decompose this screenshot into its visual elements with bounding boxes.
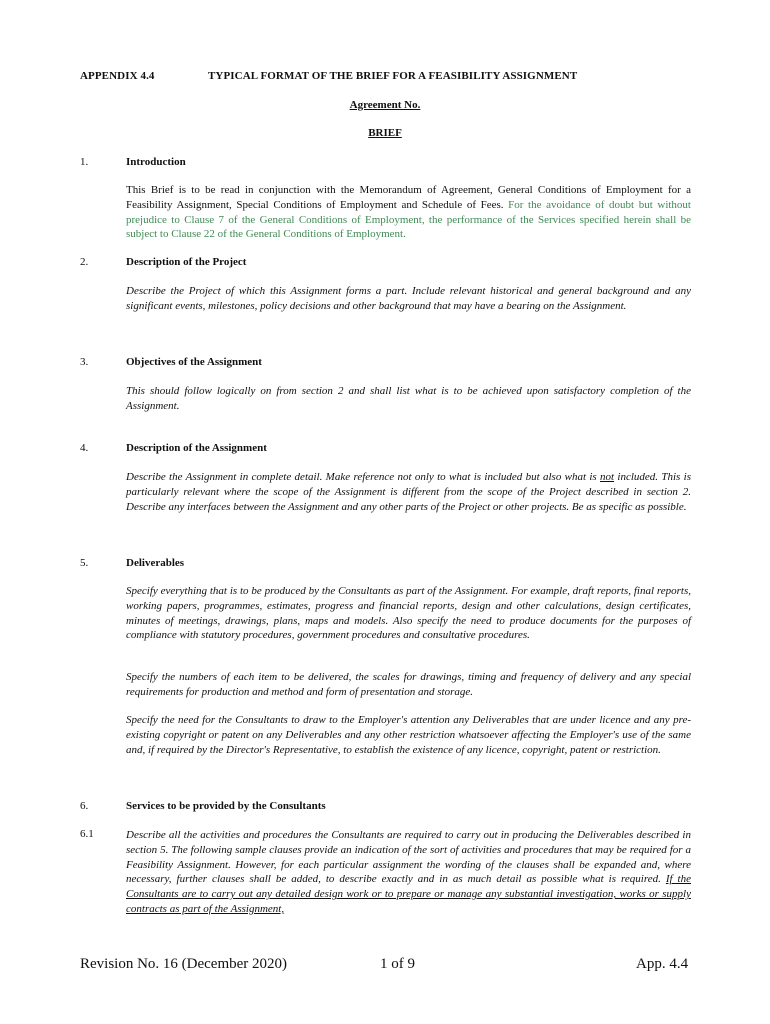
section-3-paragraph: This should follow logically on from section 2 and shall list what is to be achieved upon satisfactory completion of the Assignment. xyxy=(126,385,691,412)
section-3-number: 3. xyxy=(80,356,89,368)
section-5-paragraph-2: Specify the numbers of each item to be delivered, the scales for drawings, timing and frequency of delivery and any special requirements for production and method and form of presentation and storage. xyxy=(126,671,691,698)
revision-footer: Revision No. 16 (December 2020) xyxy=(80,956,288,972)
section-4-not-emphasis: not xyxy=(600,471,615,483)
section-3-heading: Objectives of the Assignment xyxy=(126,356,262,368)
appendix-label: APPENDIX 4.4 xyxy=(80,70,155,82)
section-4-text-a: Describe the Assignment in complete detail. Make reference not only to what is included but also what is xyxy=(126,471,597,483)
section-1-heading: Introduction xyxy=(126,156,186,168)
page-number: 1 of 9 xyxy=(380,956,415,972)
agreement-number-label: Agreement No. xyxy=(349,99,421,111)
section-6-1-text: Describe all the activities and procedures the Consultants are required to carry out in producing the Deliverables described in section 5. The following sample clauses provide an indication of the sort of activities and procedures that may be required for a Feasibility Assignment. However, for each particular assignment the wording of the clauses shall be expanded and, where necessary, further clauses shall be added, to describe exactly and in as much detail as possible what is required. xyxy=(126,829,691,886)
section-1-number: 1. xyxy=(80,156,89,168)
section-6-1-paragraph xyxy=(126,828,691,917)
section-5-heading: Deliverables xyxy=(126,557,185,569)
section-6-heading: Services to be provided by the Consultants xyxy=(126,800,326,812)
section-6-number: 6. xyxy=(80,800,89,812)
section-6-1-underlined-text: If the Consultants are to carry out any detailed design work or to prepare or manage any substantial investigation, works or supply contracts as part of the Assignment, xyxy=(126,873,691,915)
section-5-paragraph-1: Specify everything that is to be produced by the Consultants as part of the Assignment. For example, draft reports, final reports, working papers, programmes, estimates, progress and financial reports, design and other calculations, design certificates, minutes of meetings, drawings, plans, maps and models. Also specify the need to produce documents for the purposes of compliance with statutory procedures, government procedures and consultative procedures. xyxy=(126,585,691,642)
section-4-text-b: included. This is particularly relevant where the scope of the Assignment is different from the scope of the Project described in section 2. Describe any interfaces between the Assignment and any other parts of the Project or other projects. Be as specific as possible. xyxy=(126,471,691,513)
section-5-paragraph-3: Specify the need for the Consultants to draw to the Employer's attention any Deliverables that are under licence and any pre-existing copyright or patent on any Deliverables and any other restriction whatsoever affecting the Employer's use of the same and, if required by the Director's Representative, to establish the existence of any licence, copyright, patent or restriction. xyxy=(126,714,691,756)
brief-title: BRIEF xyxy=(368,127,402,139)
section-4-number: 4. xyxy=(80,442,89,454)
section-1-text: This Brief is to be read in conjunction with the Memorandum of Agreement, General Conditions of Employment for a Feasibility Assignment, Special Conditions of Employment and Schedule of Fees. xyxy=(126,184,691,211)
section-4-heading: Description of the Assignment xyxy=(126,442,267,454)
section-2-heading: Description of the Project xyxy=(126,256,247,268)
section-1-paragraph xyxy=(126,183,691,242)
document-title: TYPICAL FORMAT OF THE BRIEF FOR A FEASIBILITY ASSIGNMENT xyxy=(208,70,578,82)
section-6-1-number: 6.1 xyxy=(80,828,94,840)
appendix-footer: App. 4.4 xyxy=(636,956,689,972)
section-2-number: 2. xyxy=(80,256,89,268)
section-1-clause-text: For the avoidance of doubt but without prejudice to Clause 7 of the General Conditions of Employment, the performance of the Services specified herein shall be subject to Clause 22 of the General Conditions of Employment. xyxy=(126,198,691,241)
section-5-number: 5. xyxy=(80,557,89,569)
section-4-paragraph xyxy=(126,470,691,514)
section-2-paragraph: Describe the Project of which this Assignment forms a part. Include relevant historical and general background and any significant events, milestones, policy decisions and other background that may have a bearing on the Assignment. xyxy=(126,285,691,312)
